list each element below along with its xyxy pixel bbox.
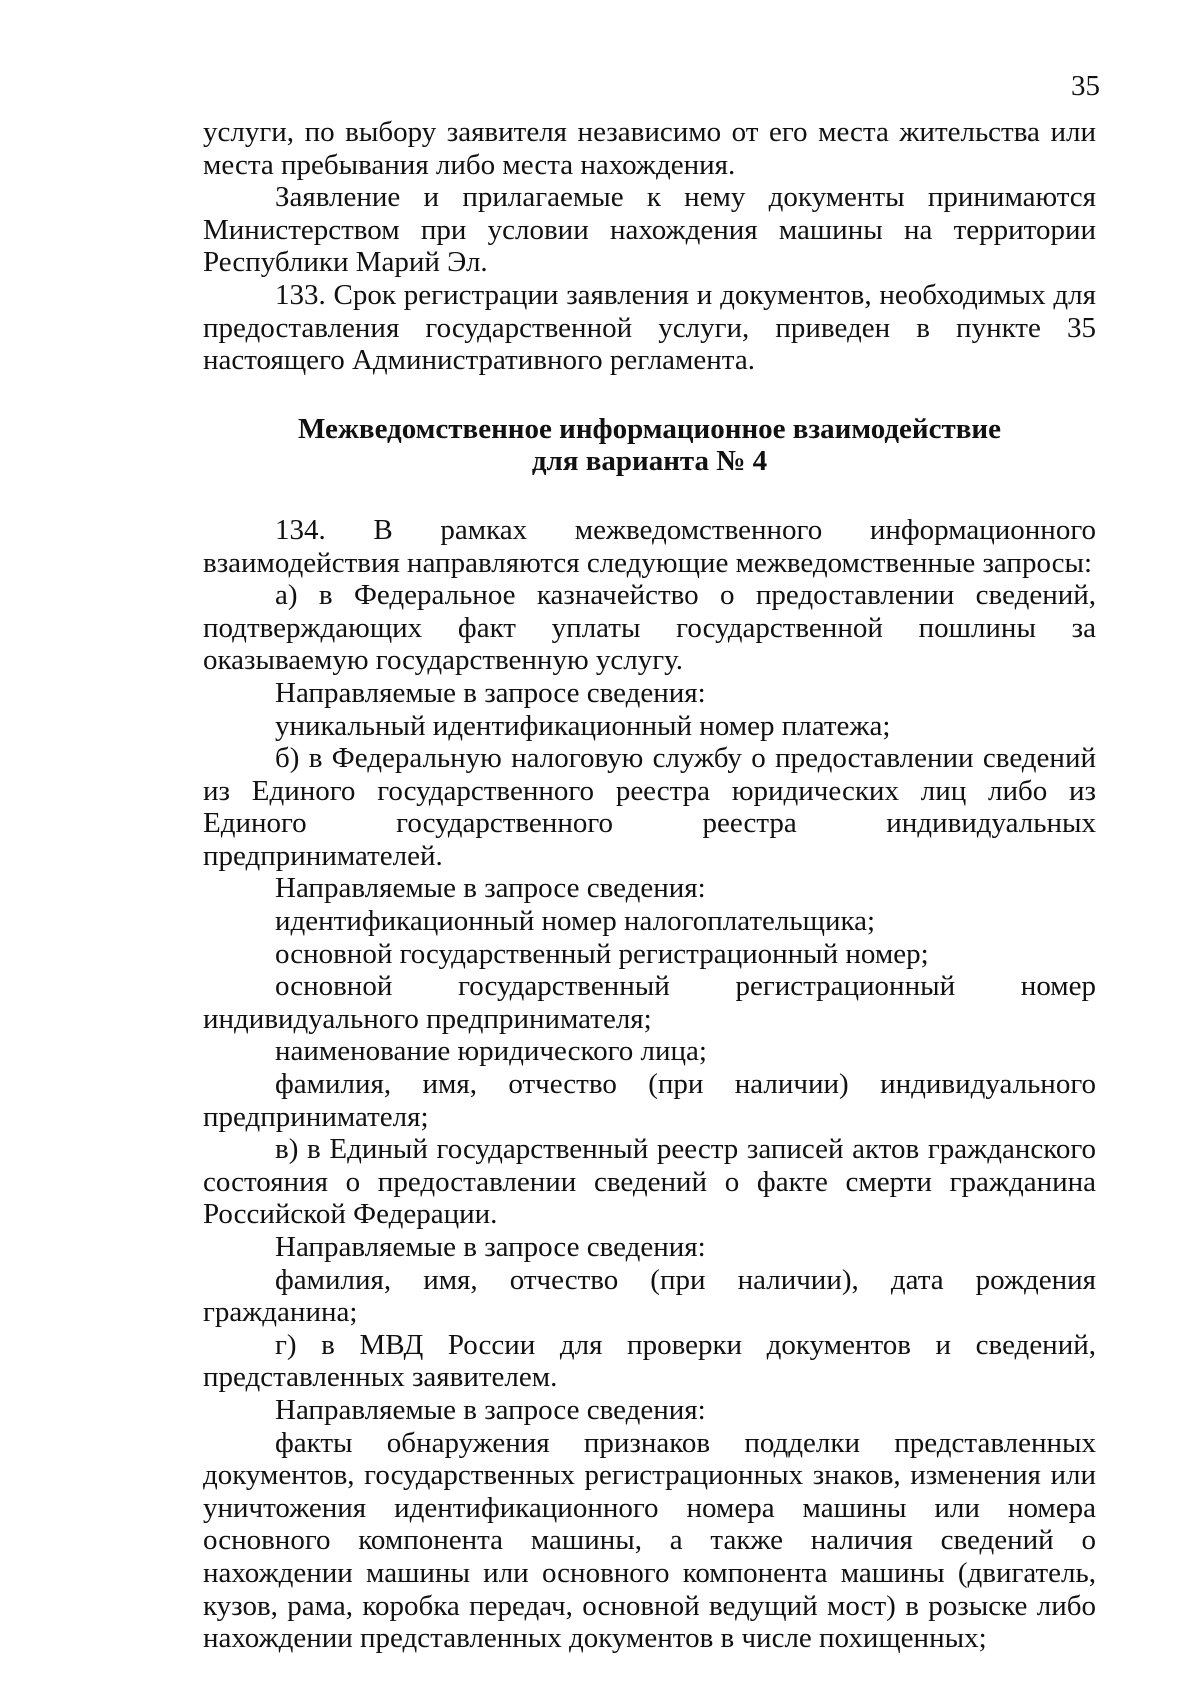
request-info-item: фамилия, имя, отчество (при наличии) индивидуального предпринимателя;	[203, 1068, 1096, 1133]
list-item-g: г) в МВД России для проверки документов и сведений, представленных заявителем.	[203, 1328, 1096, 1394]
request-info-item: уникальный идентификационный номер платежа;	[275, 709, 891, 742]
paragraph-continuation: услуги, по выбору заявителя независимо от его места жительства или места пребывания либо места нахождения.	[203, 116, 1096, 181]
section-heading-line2: для варианта № 4	[531, 445, 768, 478]
paragraph-133: 133. Срок регистрации заявления и документов, необходимых для предоставления государственной услуги, приведен в пункте 35 настоящего Административного регламента.	[203, 278, 1096, 377]
request-info-item: факты обнаружения признаков подделки представленных документов, государственных регистрационных знаков, изменения или уничтожения идентификационного номера машины или номера основного компонента машины, а также наличия сведений о нахождении машины или основного компонента машины (двигатель, кузов, рама, коробка передач, основной ведущий мост) в розыске либо нахождении представленных документов в числе похищенных;	[203, 1426, 1096, 1655]
request-info-label: Направляемые в запросе сведения:	[275, 1231, 706, 1263]
request-info-item: фамилия, имя, отчество (при наличии), дата рождения гражданина;	[203, 1263, 1096, 1329]
document-body	[203, 116, 1096, 1655]
request-info-label: Направляемые в запросе сведения:	[275, 1393, 706, 1426]
request-info-item: наименование юридического лица;	[275, 1035, 707, 1068]
paragraph-134: 134. В рамках межведомственного информационного взаимодействия направляются следующие межведомственные запросы:	[203, 513, 1096, 579]
section-heading-line1: Межведомственное информационное взаимодействие	[298, 412, 1001, 445]
request-info-label: Направляемые в запросе сведения:	[275, 872, 706, 905]
request-info-item: основной государственный регистрационный номер индивидуального предпринимателя;	[203, 970, 1096, 1035]
request-info-label: Направляемые в запросе сведения:	[275, 676, 706, 709]
section-heading	[203, 413, 1096, 478]
request-info-item: основной государственный регистрационный номер;	[275, 937, 929, 970]
paragraph-application-acceptance: Заявление и прилагаемые к нему документы принимаются Министерством при условии нахождения машины на территории Республики Марий Эл.	[203, 181, 1096, 279]
request-info-item: идентификационный номер налогоплательщика;	[275, 905, 876, 938]
list-item-b: б) в Федеральную налоговую службу о предоставлении сведений из Единого государственного реестра юридических лиц либо из Единого государственного реестра индивидуальных предпринимателей.	[203, 742, 1096, 872]
list-item-a: а) в Федеральное казначейство о предоставлении сведений, подтверждающих факт уплаты государственной пошлины за оказываемую государственную услугу.	[203, 579, 1096, 677]
page-number: 35	[1071, 70, 1100, 102]
list-item-v: в) в Единый государственный реестр записей актов гражданского состояния о предоставлении сведений о факте смерти гражданина Российской Федерации.	[203, 1133, 1096, 1231]
